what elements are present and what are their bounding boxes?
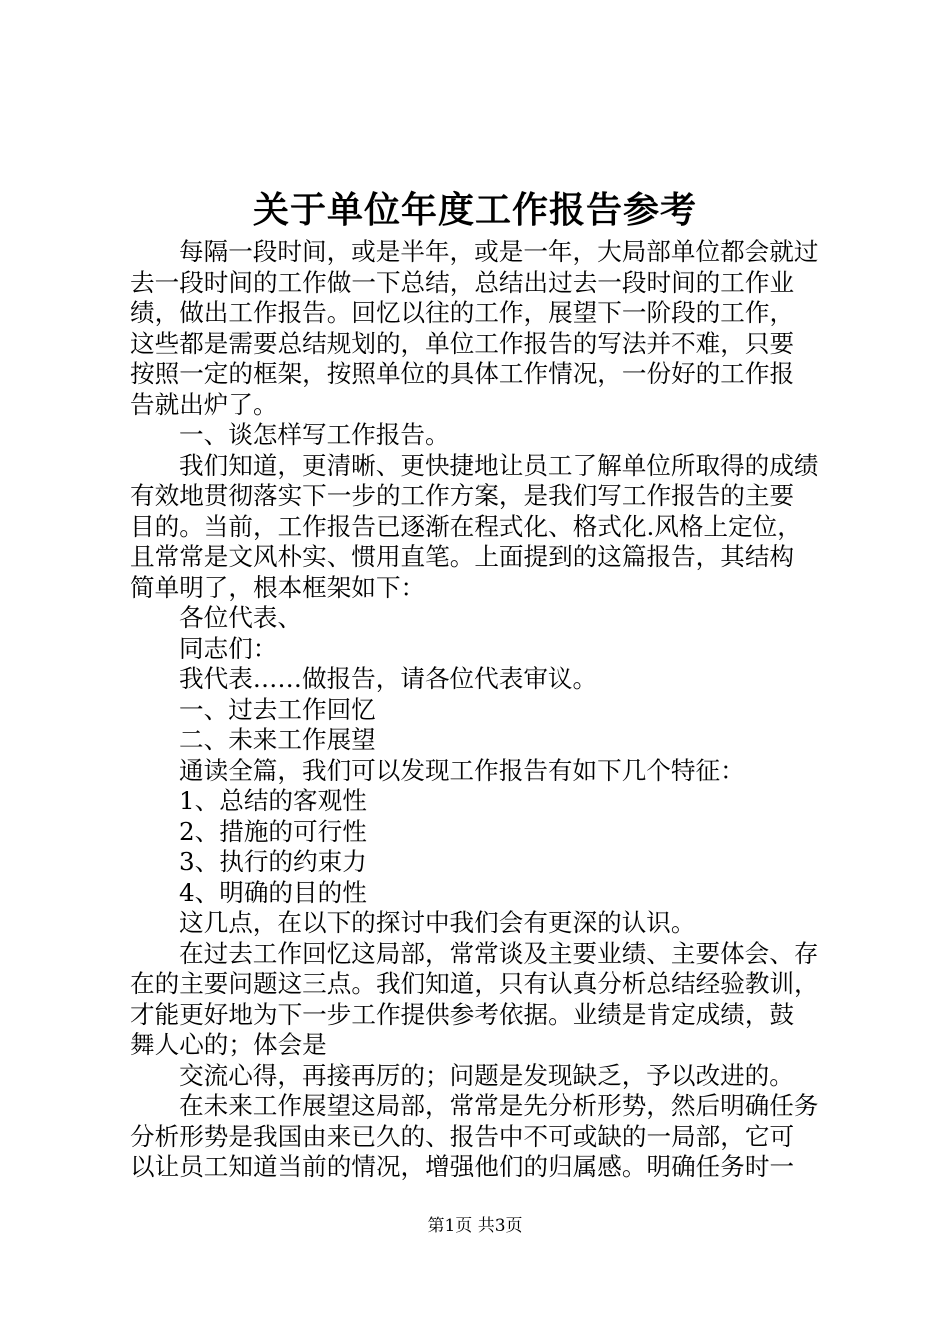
body-line: 交流心得，再接再厉的；问题是发现缺乏，予以改进的。 — [179, 1060, 794, 1090]
body-line: 按照一定的框架，按照单位的具体工作情况，一份好的工作报 — [130, 359, 795, 388]
body-line: 以让员工知道当前的情况，增强他们的归属感。明确任务时一 — [130, 1152, 795, 1181]
body-line: 每隔一段时间，或是半年，或是一年，大局部单位都会就过 — [179, 237, 819, 266]
body-line: 我代表……做报告，请各位代表审议。 — [179, 664, 598, 693]
body-line: 3、执行的约束力 — [179, 847, 367, 876]
body-line: 分析形势是我国由来已久的、报告中不可或缺的一局部，它可 — [130, 1121, 795, 1151]
body-line: 才能更好地为下一步工作提供参考依据。业绩是肯定成绩，鼓 — [130, 999, 795, 1029]
body-line: 在的主要问题这三点。我们知道，只有认真分析总结经验教训， — [130, 969, 819, 998]
body-line: 通读全篇，我们可以发现工作报告有如下几个特征： — [179, 755, 745, 785]
body-line: 一、谈怎样写工作报告。 — [179, 420, 450, 449]
body-line: 去一段时间的工作做一下总结，总结出过去一段时间的工作业 — [130, 267, 795, 297]
body-line: 在未来工作展望这局部，常常是先分析形势，然后明确任务 — [179, 1091, 819, 1120]
body-line: 舞人心的；体会是 — [130, 1030, 327, 1059]
body-line: 目的。当前，工作报告已逐渐在程式化、格式化.风格上定位， — [130, 511, 802, 541]
body-line: 这些都是需要总结规划的，单位工作报告的写法并不难，只要 — [130, 328, 795, 358]
body-line: 有效地贯彻落实下一步的工作方案，是我们写工作报告的主要 — [130, 481, 795, 510]
body-line: 告就出炉了。 — [130, 389, 278, 419]
body-line: 4、明确的目的性 — [179, 877, 367, 907]
body-line: 二、未来工作展望 — [179, 725, 376, 754]
body-line: 一、过去工作回忆 — [179, 694, 376, 724]
body-line: 这几点，在以下的探讨中我们会有更深的认识。 — [179, 908, 696, 937]
body-line: 同志们： — [179, 633, 278, 663]
document-body — [130, 237, 830, 1183]
body-line: 1、总结的客观性 — [179, 786, 367, 815]
body-line: 且常常是文风朴实、惯用直笔。上面提到的这篇报告，其结构 — [130, 542, 795, 571]
body-line: 绩，做出工作报告。回忆以往的工作，展望下一阶段的工作， — [130, 298, 795, 327]
body-line: 简单明了，根本框架如下： — [130, 572, 426, 602]
body-line: 各位代表、 — [179, 603, 302, 632]
page-footer: 第1页 共3页 — [427, 1216, 523, 1236]
body-line: 2、措施的可行性 — [179, 816, 367, 846]
document-title: 关于单位年度工作报告参考 — [252, 189, 697, 231]
body-line: 我们知道，更清晰、更快捷地让员工了解单位所取得的成绩 — [179, 450, 819, 480]
body-line: 在过去工作回忆这局部，常常谈及主要业绩、主要体会、存 — [179, 938, 819, 968]
